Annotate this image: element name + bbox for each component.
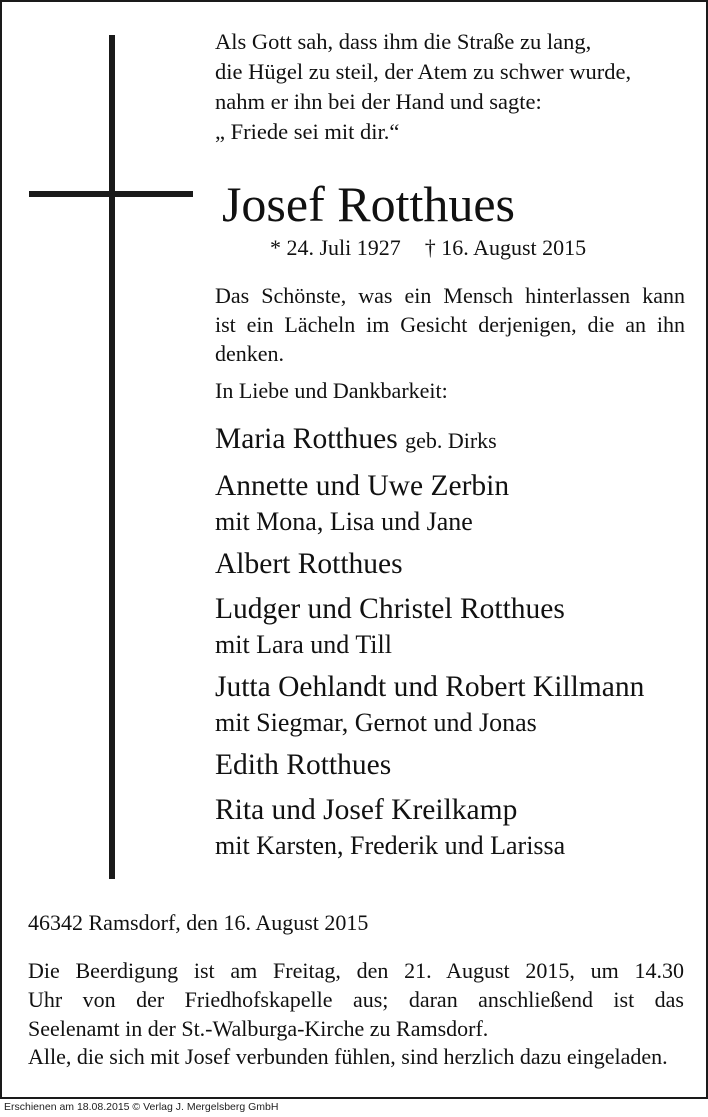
mourner-children: mit Karsten, Frederik und Larissa (215, 831, 566, 860)
mourner-suffix: geb. Dirks (405, 428, 497, 453)
life-dates (270, 233, 586, 263)
mourners-list (215, 420, 695, 869)
mourner-name: Ludger und Christel Rotthues (215, 593, 565, 625)
funeral-line: Die Beerdigung ist am Freitag, den 21. August 2015, um 14.30 (28, 958, 684, 983)
mourner-name: Albert Rotthues (215, 548, 403, 580)
mourner-entry (215, 590, 695, 661)
funeral-line: Seelenamt in der St.-Walburga-Kirche zu Ramsdorf. (28, 1016, 489, 1041)
quote-line: Das Schönste, was ein Mensch hinterlassen kann (215, 283, 685, 308)
mourner-entry (215, 420, 695, 460)
mourner-name: Annette und Uwe Zerbin (215, 470, 510, 502)
cross-vertical-bar (109, 35, 115, 879)
mourner-entry (215, 668, 695, 739)
funeral-line: Uhr von der Friedhofskapelle aus; daran anschließend ist das (28, 987, 684, 1012)
mourner-name: Edith Rotthues (215, 749, 392, 781)
mourner-entry (215, 791, 695, 862)
mourner-name: Jutta Oehlandt und Robert Killmann (215, 671, 645, 703)
mourner-children: mit Mona, Lisa und Jane (215, 507, 473, 536)
mourner-children: mit Lara und Till (215, 630, 392, 659)
poem (215, 27, 631, 147)
deceased-name: Josef Rotthues (221, 176, 516, 232)
mourner-entry (215, 545, 695, 583)
funeral-info (28, 956, 684, 1043)
memorial-quote (215, 281, 685, 368)
birth-date: * 24. Juli 1927 (270, 235, 401, 260)
publication-footer: Erschienen am 18.08.2015 © Verlag J. Mergelsberg GmbH (4, 1101, 279, 1113)
mourner-entry (215, 467, 695, 538)
quote-line: denken. (215, 341, 285, 366)
poem-line: nahm er ihn bei der Hand und sagte: (215, 89, 542, 114)
place-and-date: 46342 Ramsdorf, den 16. August 2015 (28, 910, 369, 935)
death-date: † 16. August 2015 (424, 235, 587, 260)
mourner-entry (215, 746, 695, 784)
mourner-name: Rita und Josef Kreilkamp (215, 794, 518, 826)
poem-line: Als Gott sah, dass ihm die Straße zu lang, (215, 29, 592, 54)
poem-line: „ Friede sei mit dir.“ (215, 119, 400, 144)
mourner-name: Maria Rotthues (215, 423, 398, 455)
mourner-children: mit Siegmar, Gernot und Jonas (215, 708, 537, 737)
poem-line: die Hügel zu steil, der Atem zu schwer wurde, (215, 59, 632, 84)
quote-line: ist ein Lächeln im Gesicht derjenigen, die an ihn (215, 312, 685, 337)
mourners-intro: In Liebe und Dankbarkeit: (215, 378, 448, 403)
closing-invitation: Alle, die sich mit Josef verbunden fühlen, sind herzlich dazu eingeladen. (28, 1044, 668, 1069)
